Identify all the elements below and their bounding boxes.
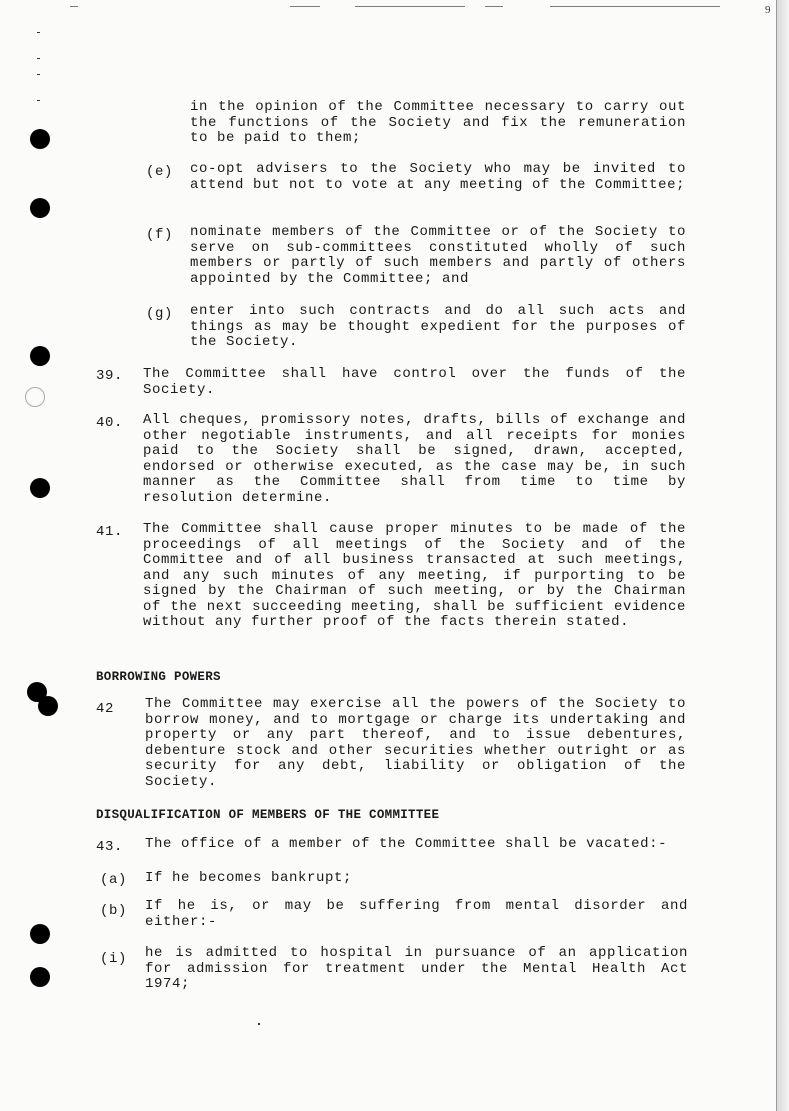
subclause-label: (f) — [146, 227, 174, 243]
punch-hole — [30, 478, 50, 498]
scan-artifact-line — [355, 6, 465, 7]
clause-number: 43. — [96, 839, 124, 855]
scan-artifact-line — [550, 6, 720, 7]
margin-mark — [37, 32, 40, 33]
clause-number: 39. — [96, 368, 124, 384]
item-text: If he becomes bankrupt; — [145, 870, 353, 886]
punch-hole — [30, 346, 50, 366]
page-number: 9 — [765, 4, 771, 16]
punch-hole — [38, 696, 58, 716]
punch-hole — [30, 924, 50, 944]
subclause-text: enter into such contracts and do all such acts and things as may be thought expedient for the purposes of the Society. — [190, 303, 686, 350]
subclause-text: nominate members of the Committee or of the Society to serve on sub-committees constituted wholly of such members or partly of such members and partly of others appointed by the Committee; and — [190, 224, 686, 287]
item-text: If he is, or may be suffering from mental disorder and either:- — [145, 898, 688, 930]
item-label: (i) — [100, 951, 128, 967]
punch-hole — [30, 198, 50, 218]
margin-mark — [37, 74, 40, 75]
page-edge — [777, 0, 789, 1111]
clause-text: The office of a member of the Committee shall be vacated:- — [145, 836, 668, 852]
subclause-label: (e) — [146, 164, 174, 180]
margin-mark — [37, 58, 40, 59]
punch-hole — [30, 967, 50, 987]
subclause-label: (g) — [146, 306, 174, 322]
punch-hole — [30, 129, 50, 149]
margin-mark — [258, 1023, 260, 1025]
section-heading: DISQUALIFICATION OF MEMBERS OF THE COMMITTEE — [96, 808, 440, 822]
margin-mark — [37, 100, 40, 101]
punch-hole-outline — [25, 387, 45, 407]
item-label: (b) — [100, 903, 128, 919]
scan-artifact-line — [70, 6, 78, 7]
item-text: he is admitted to hospital in pursuance of an application for admission for treatment under the Mental Health Act 1974; — [145, 945, 688, 992]
subclause-text: co-opt advisers to the Society who may be invited to attend but not to vote at any meeting of the Committee; — [190, 161, 686, 193]
continuation-text: in the opinion of the Committee necessary to carry out the functions of the Society and fix the remuneration to be paid to them; — [190, 99, 686, 146]
clause-number: 42 — [96, 701, 115, 717]
item-label: (a) — [100, 872, 128, 888]
clause-text: All cheques, promissory notes, drafts, bills of exchange and other negotiable instruments, and all receipts for monies paid to the Society shall be signed, drawn, accepted, endorsed or otherwise executed, as the case may be, in such manner as the Committee shall from time to time by resolution determine. — [143, 412, 686, 506]
clause-text: The Committee may exercise all the powers of the Society to borrow money, and to mortgage or charge its undertaking and property or any part thereof, and to issue debentures, debenture stock and other securities whether outright or as security for any debt, liability or obligation of the Society. — [145, 696, 686, 790]
clause-number: 40. — [96, 415, 124, 431]
clause-text: The Committee shall have control over the funds of the Society. — [143, 366, 686, 398]
scan-artifact-line — [290, 6, 320, 7]
scan-artifact-line — [485, 6, 503, 7]
clause-number: 41. — [96, 524, 124, 540]
clause-text: The Committee shall cause proper minutes to be made of the proceedings of all meetings of the Society and of the Committee and of all business transacted at such meetings, and any such minutes of any meeting, if purporting to be signed by the Chairman of such meeting, or by the Chairman of the next succeeding meeting, shall be sufficient evidence without any further proof of the facts therein stated. — [143, 521, 686, 630]
section-heading: BORROWING POWERS — [96, 670, 221, 684]
